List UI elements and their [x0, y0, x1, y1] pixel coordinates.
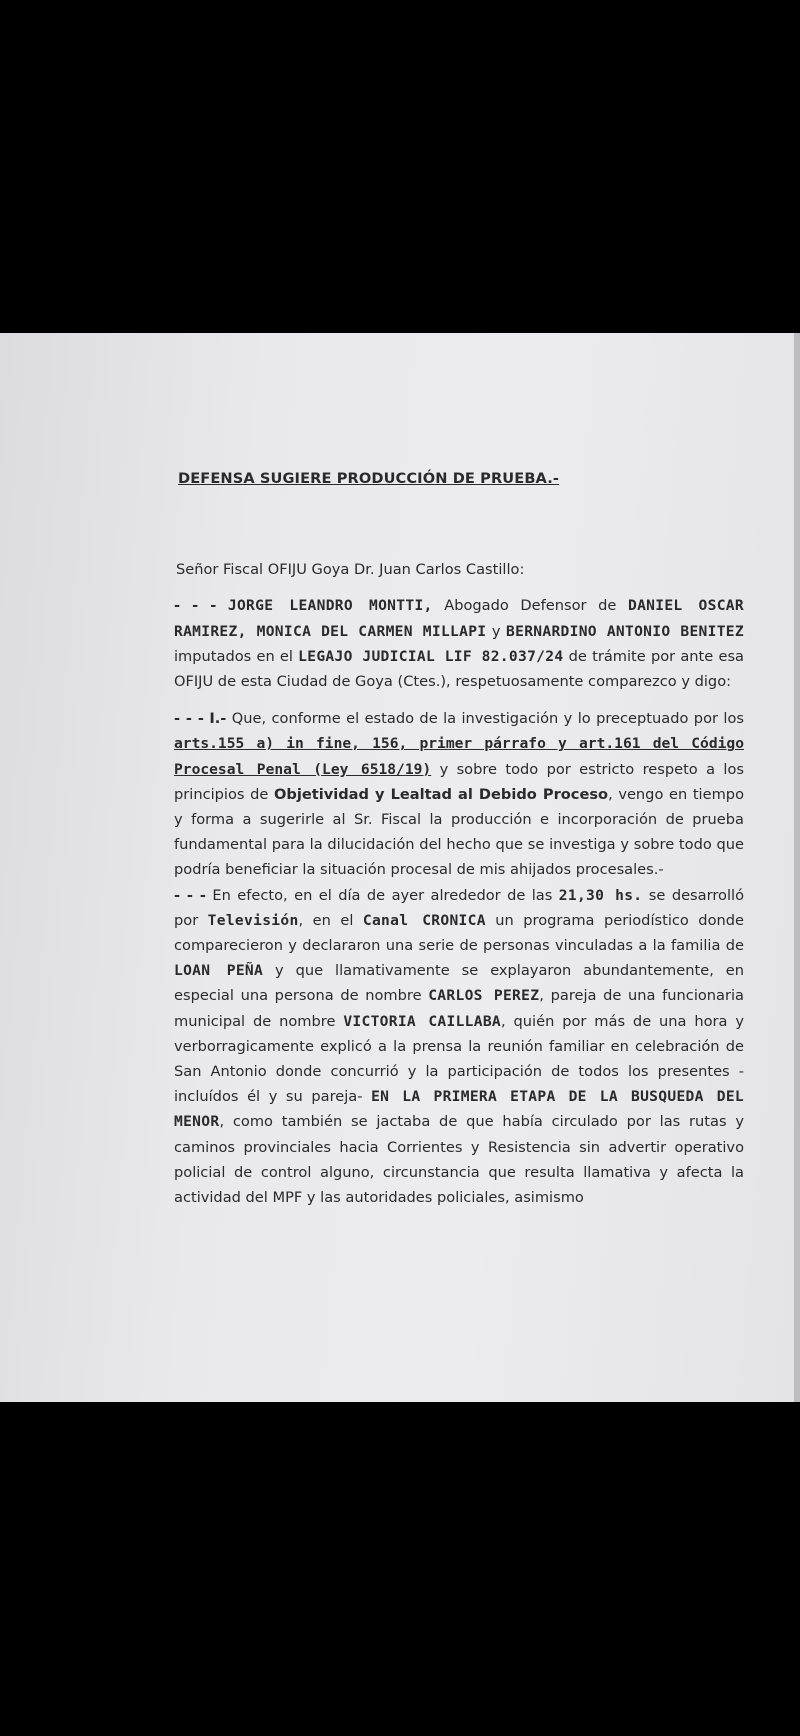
text: , vengo en tiempo y forma a sugerirle al Sr. Fiscal la producción e incorporación de prueba fundamental para la dilucidación del hecho que se investiga y sobre todo que podría beneficiar la situación procesal de mis ahijados procesales.-	[174, 785, 744, 879]
dash-marker: - - -	[174, 710, 204, 728]
legajo-number: LEGAJO JUDICIAL LIF 82.037/24	[298, 647, 564, 665]
principles: Objetividad y Lealtad al Debido Proceso	[273, 785, 609, 803]
text: y	[486, 622, 507, 640]
text: En efecto, en el día de ayer alrededor de las	[205, 886, 559, 904]
text: , en el	[298, 911, 363, 929]
text: Que, conforme el estado de la investigación y lo preceptuado por los	[226, 710, 745, 728]
document-heading: DEFENSA SUGIERE PRODUCCIÓN DE PRUEBA.-	[178, 470, 560, 487]
section-number: I.-	[209, 710, 227, 728]
text: , pareja de una funcionaria municipal de nombre	[174, 987, 744, 1030]
text: , como también se jactaba de que había circulado por las rutas y caminos provinciales hacia Corrientes y Resistencia sin advertir operativo policial de control alguno, circunstancia que resulta llamativa y afecta la actividad del MPF y las autoridades policiales, asimismo	[174, 1113, 744, 1207]
dash-marker: - - -	[174, 886, 206, 904]
paragraph-section-one	[174, 706, 744, 882]
broadcast-time: 21,30 hs.	[558, 886, 643, 904]
text: imputados en el	[174, 647, 299, 665]
text: de trámite por ante esa OFIJU de esta Ciudad de Goya (Ctes.), respetuosamente comparezco y digo:	[174, 647, 745, 691]
client-names: DANIEL OSCAR RAMIREZ, MONICA DEL CARMEN MILLAPI	[174, 597, 744, 640]
legal-document	[174, 466, 744, 1210]
search-stage: EN LA PRIMERA ETAPA DE LA BUSQUEDA DEL MENOR	[174, 1088, 744, 1131]
television: Televisión	[207, 911, 299, 929]
text: un programa periodístico donde comparecieron y declararon una serie de personas vinculadas a la familia de	[174, 911, 744, 955]
channel-name: Canal CRONICA	[362, 911, 486, 929]
paragraph-effect	[174, 883, 744, 1211]
client-name: BERNARDINO ANTONIO BENITEZ	[506, 622, 744, 640]
text: , quién por más de una hora y verborragicamente explicó a la prensa la reunión familiar en celebración de San Antonio donde concurrió y la participación de todos los presentes -incluídos él y su pareja-	[174, 1012, 745, 1106]
text: Abogado Defensor de	[432, 597, 628, 615]
person-name: CARLOS PEREZ	[428, 987, 540, 1005]
person-name: VICTORIA CAILLABA	[343, 1012, 502, 1030]
paper-edge	[794, 333, 800, 1402]
person-name: LOAN PEÑA	[174, 962, 264, 980]
paragraph-appearance	[174, 593, 744, 694]
text: y sobre todo por estricto respeto a los principios de	[174, 760, 744, 803]
lawyer-name: JORGE LEANDRO MONTTI,	[227, 597, 433, 615]
legal-articles: arts.155 a) in fine, 156, primer párrafo y art.161 del Código Procesal Penal (Ley 6518/19)	[174, 735, 744, 778]
text: y que llamativamente se explayaron abundantemente, en especial una persona de nombre	[174, 962, 744, 1005]
text: se desarrolló por	[174, 886, 744, 929]
dash-marker: - - -	[174, 597, 217, 615]
salutation: Señor Fiscal OFIJU Goya Dr. Juan Carlos Castillo:	[176, 561, 525, 579]
